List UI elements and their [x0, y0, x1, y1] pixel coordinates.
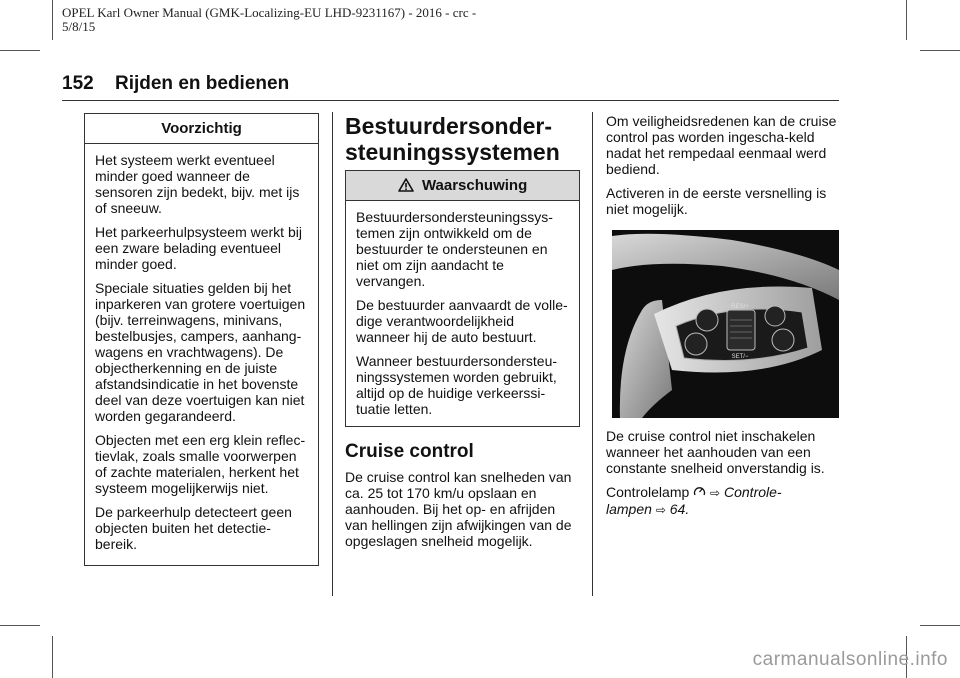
warning-box: [345, 170, 580, 427]
cruise-not-switch-text: De cruise control niet inschakelen wanneer het aanhouden van een constante snelheid onverstandig is.: [606, 428, 825, 476]
caution-body: [85, 144, 318, 564]
crop-mark: [0, 50, 40, 51]
crop-mark: [906, 0, 907, 40]
column-divider: [592, 112, 593, 596]
caution-paragraph: Het systeem werkt eventueel minder goed wanneer de sensoren zijn bedekt, bijv. met ijs of sneeuw.: [95, 152, 300, 216]
warning-icon: [398, 178, 414, 192]
cruise-control-lamp-icon: [693, 485, 706, 497]
section-title: Rijden en bedienen: [114, 73, 290, 94]
crop-mark: [52, 0, 53, 40]
warning-title: [346, 171, 579, 201]
warning-paragraph: Bestuurdersondersteuningssys-temen zijn ontwikkeld om de bestuurder te ondersteunen en niet om zijn aandacht te vervangen.: [356, 209, 553, 289]
caution-box: [84, 113, 319, 566]
crop-mark: [52, 636, 53, 678]
cruise-lamp-text: [606, 484, 839, 518]
warning-body: [346, 201, 579, 429]
crop-mark: [920, 50, 960, 51]
crop-mark: [0, 625, 40, 626]
caution-paragraph: De parkeerhulp detecteert geen objecten buiten het detectie-bereik.: [95, 504, 292, 552]
steering-wheel-controls-photo: [612, 230, 839, 418]
page-number: 152: [62, 73, 94, 94]
warning-paragraph: De bestuurder aanvaardt de volle-dige verantwoordelijkheid wanneer hij de auto bestuurt.: [356, 297, 568, 345]
lamp-reference-page: 64: [669, 501, 686, 517]
caution-paragraph: Speciale situaties gelden bij het inparkeren van grotere voertuigen (bijv. terreinwagens, minivans, bestelbusjes, campers, aanhang-wagens en vrachtwagens). De objectherkenning en de juiste afstandsindicatie in het bovenste deel van deze voertuigen kan niet worden gegarandeerd.: [95, 280, 306, 424]
document-header-line: OPEL Karl Owner Manual (GMK-Localizing-EU LHD-9231167) - 2016 - crc -: [62, 5, 477, 20]
reference-arrow-icon: ⇨: [710, 486, 721, 500]
document-header: [62, 6, 476, 34]
warning-title-text: Waarschuwing: [421, 177, 528, 194]
column-divider: [332, 112, 333, 596]
reference-arrow-icon: ⇨: [655, 503, 666, 517]
cruise-intro: De cruise control kan snelheden van ca. 25 tot 170 km/u opslaan en aanhouden. Bij het op- en afrijden van hellingen zijn afwijkingen van de opgeslagen snelheid mogelijk.: [345, 469, 572, 549]
cruise-section: [345, 441, 580, 557]
column-middle: [345, 113, 580, 175]
watermark: carmanualsonline.info: [752, 649, 948, 670]
caution-paragraph: Objecten met een erg klein reflec-tievlak, zoals smalle voorwerpen of zachte materialen, herkent het systeem mogelijkerwijs niet.: [95, 432, 306, 496]
cruise-safety-text: Om veiligheidsredenen kan de cruise control pas worden ingescha-keld nadat het rempedaal eenmaal werd bediend.: [606, 113, 837, 177]
lamp-prefix: Controlelamp: [606, 484, 690, 500]
lamp-reference-text-2: lampen: [606, 501, 652, 517]
res-label: RES/+: [731, 304, 749, 310]
document-header-date: 5/8/15: [62, 19, 96, 34]
caution-title: Voorzichtig: [85, 114, 318, 144]
caution-paragraph: Het parkeerhulpsysteem werkt bij een zware belading eventueel minder goed.: [95, 224, 302, 272]
running-head: [62, 72, 289, 96]
header-rule: [62, 100, 839, 101]
driver-assist-heading: Bestuurdersonder-steuningssystemen: [345, 113, 560, 165]
cruise-heading: Cruise control: [345, 441, 474, 462]
crop-mark: [920, 625, 960, 626]
cruise-first-gear-text: Activeren in de eerste versnelling is niet mogelijk.: [606, 185, 827, 217]
lamp-reference-text: Controle-: [724, 484, 782, 500]
column-right-lower: [606, 428, 839, 526]
steering-wheel-illustration: [612, 230, 839, 418]
set-label: SET/−: [731, 354, 749, 360]
warning-paragraph: Wanneer bestuurdersondersteu-ningssystemen worden gebruikt, altijd op de huidige verkeerssi-tuatie letten.: [356, 353, 558, 417]
column-right: [606, 113, 839, 225]
lamp-reference-end: .: [685, 501, 690, 517]
